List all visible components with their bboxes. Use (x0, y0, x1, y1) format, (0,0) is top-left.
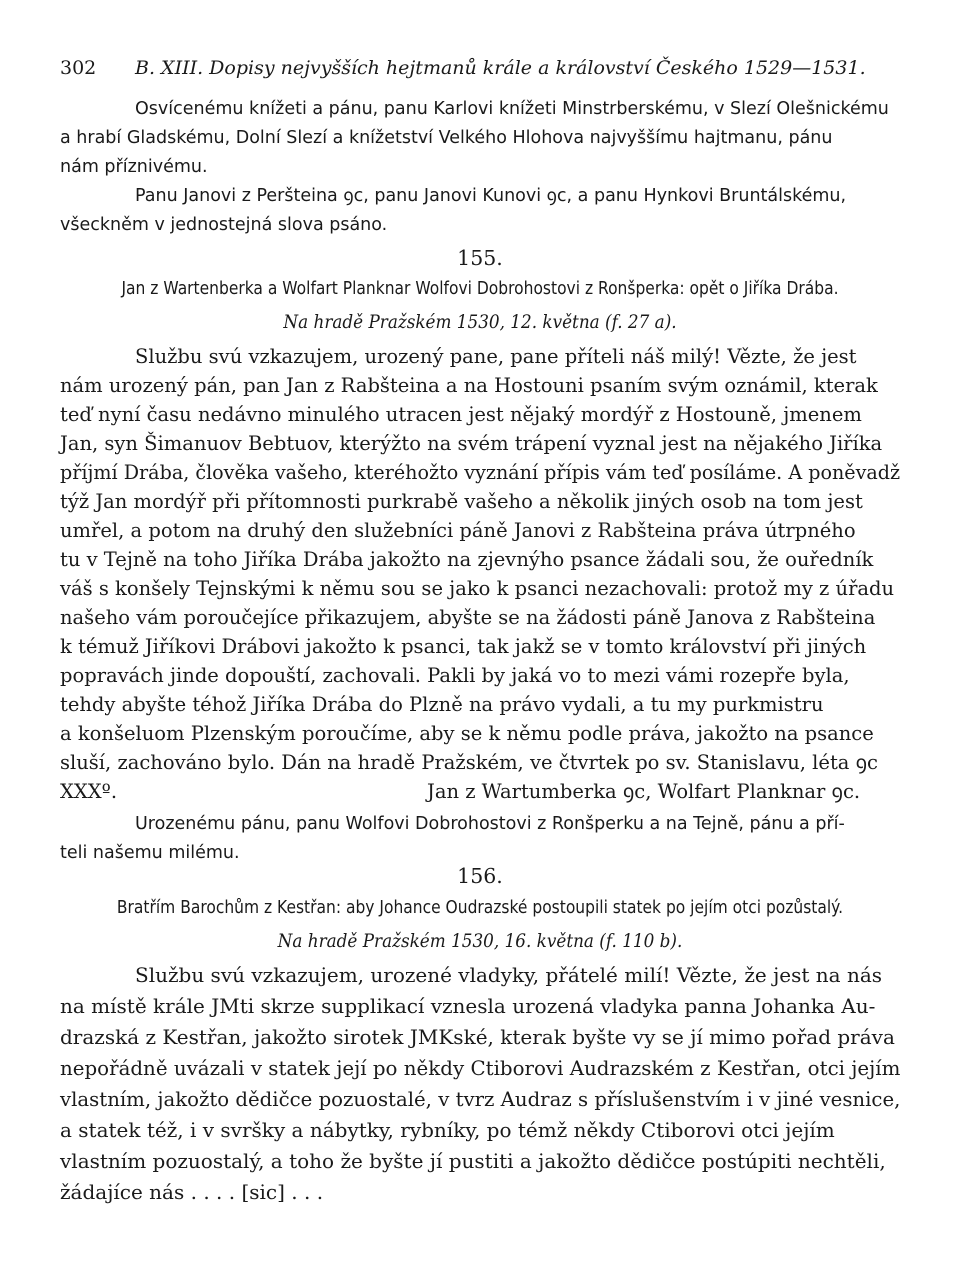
body-line: a konšeluom Plzenským poroučíme, aby se k němu podle práva, jakožto na psance (60, 722, 874, 745)
letter-155-number: 155. (457, 246, 503, 270)
body-line: a statek též, i v svršky a nábytky, rybníky, po témž někdy Ctiborovi otci jejím (60, 1118, 835, 1142)
body-line: tehdy abyšte téhož Jiříka Drába do Plzně na právo vydali, a tu my purkmistru (60, 693, 824, 716)
letter-155-place-date: Na hradě Pražském 1530, 12. května (f. 27 a). (283, 311, 677, 333)
body-line: Službu svú vzkazujem, urozené vladyky, přátelé milí! Vězte, že jest na nás (135, 963, 883, 987)
body-line: k témuž Jiříkovi Drábovi jakožto k psanci, tak jakž se v tomto království při jiných (60, 635, 867, 658)
body-line: drazská z Kestřan, jakožto sirotek JMKské, kterak byšte vy se jí mimo pořad práva (60, 1025, 895, 1049)
note-top-line: všeckněm v jednostejná slova psáno. (60, 215, 388, 235)
letter-155-summary: Jan z Wartenberka a Wolfart Planknar Wolfovi Dobrohostovi z Ronšperka: opět o Jiříka Drába. (121, 279, 839, 299)
body-line: váš s konšely Tejnskými k němu sou se jako k psanci nezachovali: protož my z úřadu (60, 577, 895, 600)
body-line: příjmí Drába, člověka vašeho, kteréhožto vyznání přípis vám teď posíláme. A poněvadž (60, 461, 901, 484)
closing-year: XXXº. (60, 780, 118, 803)
body-line: teď nyní času nedávno minulého utracen jest nějaký mordýř z Hostouně, jmenem (60, 403, 862, 426)
note-top-line: Panu Janovi z Peršteina ꝯc, panu Janovi Kunovi ꝯc, a panu Hynkovi Bruntálskému, (135, 186, 847, 206)
address-line: Urozenému pánu, panu Wolfovi Dobrohostovi z Ronšperku a na Tejně, pánu a pří- (135, 814, 845, 834)
body-line: popravách jinde dopouští, zachovali. Pakli by jaká vo to mezi vámi rozepře byla, (60, 664, 850, 687)
body-line: nám urozený pán, pan Jan z Rabšteina a na Hostouni psaním svým oznámil, kterak (60, 374, 878, 397)
body-line: umřel, a potom na druhý den služebníci páně Janovi z Rabšteina práva útrpného (60, 519, 856, 542)
letter-155-body (60, 342, 900, 777)
body-line: Službu svú vzkazujem, urozený pane, pane příteli náš milý! Vězte, že jest (135, 345, 857, 368)
body-line: na místě krále JMti skrze supplikací vznesla urozená vladyka panna Johanka Au- (60, 994, 876, 1018)
body-line: vlastním, jakožto dědičce pozuostalé, v tvrz Audraz s příslušenstvím i v jiné vesnice, (60, 1087, 901, 1111)
address-top-line: nám příznivému. (60, 157, 208, 177)
note-top (60, 182, 900, 240)
letter-156-number: 156. (457, 864, 503, 888)
letter-156-body (60, 960, 900, 1208)
body-line: Jan, syn Šimanuov Bebtuov, kterýžto na svém trápení vyznal jest na nějakého Jiříka (60, 432, 883, 455)
body-line: vlastním pozuostalý, a toho že byšte jí pustiti a jakožto dědičce postúpiti nechtěli, (60, 1149, 886, 1173)
body-line: sluší, zachováno bylo. Dán na hradě Pražském, ve čtvrtek po sv. Stanislavu, léta ꝯc (60, 751, 878, 774)
body-line: našeho vám poroučejíce přikazujem, abyšte se na žádosti páně Janova z Rabšteina (60, 606, 876, 629)
address-line: teli našemu milému. (60, 843, 240, 863)
body-line: týž Jan mordýř při přítomnosti purkrabě vašeho a několik jiných osob na tom jest (60, 490, 863, 513)
page-number: 302 (60, 57, 97, 79)
address-top-line: Osvícenému knížeti a pánu, panu Karlovi knížeti Minstrberskému, v Slezí Olešnickému (135, 99, 889, 119)
address-top-line: a hrabí Gladskému, Dolní Slezí a knížetství Velkého Hlohova najvyššímu hajtmanu, pánu (60, 128, 833, 148)
letter-156-place-date: Na hradě Pražském 1530, 16. května (f. 110 b). (277, 930, 683, 952)
body-line: tu v Tejně na toho Jiříka Drába jakožto na zjevnýho psance žádali sou, že ouředník (60, 548, 874, 571)
body-line: žádajíce nás . . . . [sic] . . . (60, 1180, 324, 1204)
body-line: nepořádně uvázali v statek její po někdy Ctiborovi Audrazském z Kestřan, otci jejím (60, 1056, 901, 1080)
running-title: B. XIII. Dopisy nejvyšších hejtmanů krále a království Českého 1529—1531. (135, 57, 866, 79)
letter-155-address (60, 810, 900, 868)
address-top (60, 95, 900, 182)
letter-155-closing (60, 777, 900, 806)
closing-signatures: Jan z Wartumberka ꝯc, Wolfart Planknar ꝯc. (427, 780, 861, 803)
letter-156-summary: Bratřím Barochům z Kestřan: aby Johance Oudrazské postoupili statek po jejím otci pozůstalý. (116, 898, 844, 918)
page-header (60, 57, 900, 87)
